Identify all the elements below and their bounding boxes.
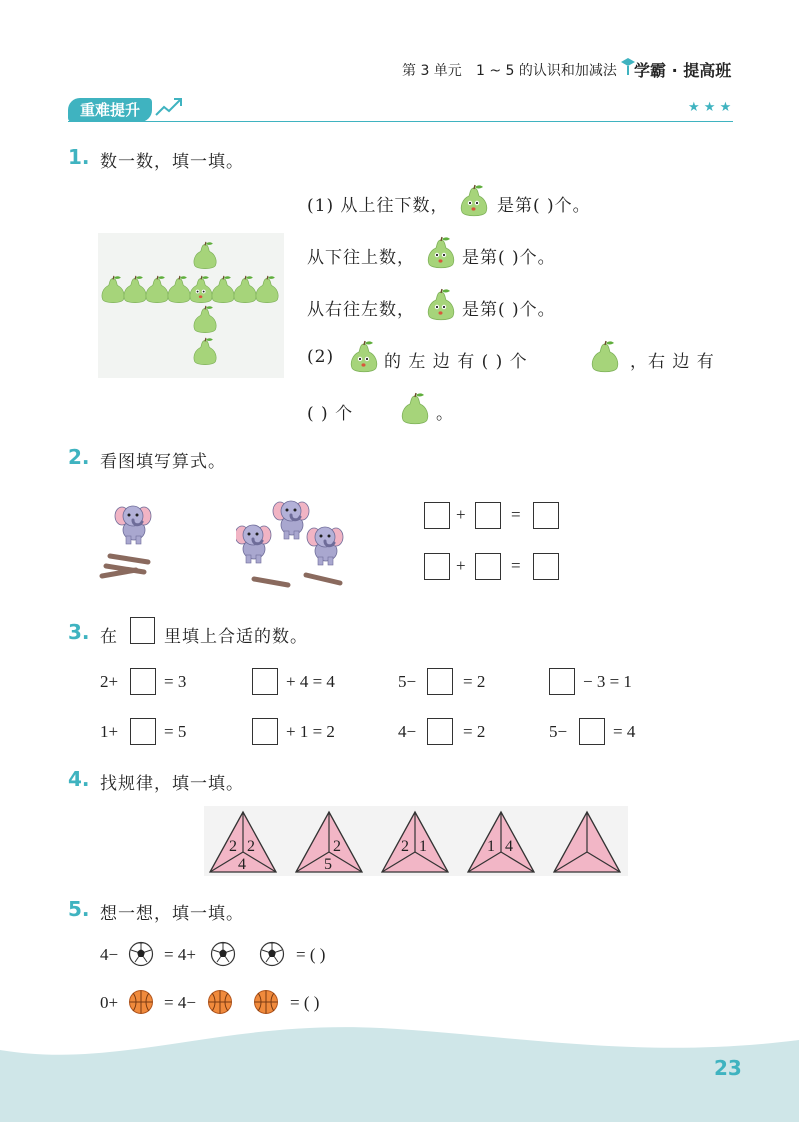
elephant-figure-left <box>96 500 156 588</box>
q3-r2c4-pre: 5− <box>549 722 568 741</box>
equation-blank[interactable] <box>424 502 450 529</box>
page-number: 23 <box>714 1056 742 1080</box>
footer-wave <box>0 1010 799 1122</box>
q3-r1c1-pre: 2+ <box>100 672 119 691</box>
pear-face-figure-item <box>190 276 212 303</box>
elephant-icon <box>115 506 151 544</box>
section-title: 重难提升 <box>79 101 140 119</box>
pear-figure-item <box>256 276 278 303</box>
q1-part1-text: (1) 从上往下数， <box>307 196 449 216</box>
section-rule <box>68 121 733 122</box>
header-topic: 1 ~ 5 的认识和加减法 <box>476 63 617 79</box>
section-title-badge <box>68 98 152 122</box>
q5-number: 5. <box>68 897 90 921</box>
pear-figure-item <box>194 306 216 333</box>
pear-figure-item <box>102 276 124 303</box>
triangle-left-number: 1 <box>487 838 495 855</box>
q2-prompt: 看图填写算式。 <box>100 452 226 472</box>
equals-sign: = <box>511 556 521 575</box>
q3-r2c4-post: = 4 <box>613 722 636 741</box>
difficulty-stars: ★ ★ ★ <box>688 100 732 115</box>
q5-line1-c: = ( ) <box>296 945 326 964</box>
answer-box[interactable] <box>549 668 575 695</box>
q1-part1b-text: 从下往上数， <box>307 248 415 268</box>
q1-part2-right: ，右 边 有 <box>630 352 715 372</box>
q1-part2-end: 。 <box>436 404 454 424</box>
soccer-ball-icon <box>128 941 154 967</box>
triangle-right-number: 4 <box>505 838 513 855</box>
q5-line2-b: = 4− <box>164 993 196 1012</box>
q3-r2c1-pre: 1+ <box>100 722 119 741</box>
elephant-icon <box>307 527 343 565</box>
elephant-icon <box>273 501 309 539</box>
pear-face-icon <box>426 236 456 270</box>
triangle-right-number: 2 <box>333 838 341 855</box>
number-triangle <box>554 812 620 872</box>
equation-blank[interactable] <box>533 553 559 580</box>
pear-figure-item <box>234 276 256 303</box>
q4-number: 4. <box>68 767 90 791</box>
q3-r2c3-post: = 2 <box>463 722 486 741</box>
q1-part2-answer: ( ) 个 <box>307 404 354 424</box>
number-triangle <box>468 812 534 872</box>
triangle-right-number: 2 <box>247 838 255 855</box>
answer-box[interactable] <box>579 718 605 745</box>
pear-figure-item <box>194 338 216 365</box>
q5-line1-b: = 4+ <box>164 945 196 964</box>
equals-sign: = <box>511 505 521 524</box>
q5-prompt: 想一想，填一填。 <box>100 904 244 924</box>
q3-prompt-a: 在 <box>100 627 118 647</box>
pear-figure-item <box>212 276 234 303</box>
q2-number: 2. <box>68 445 90 469</box>
blank-box-sample <box>130 617 155 644</box>
pear-cross-figure <box>98 233 284 378</box>
q5-line2-c: = ( ) <box>290 993 320 1012</box>
q1-prompt: 数一数，填一填。 <box>100 152 244 172</box>
equation-blank[interactable] <box>533 502 559 529</box>
q3-number: 3. <box>68 620 90 644</box>
q1-part2-left: 的 左 边 有 ( ) 个 <box>384 352 528 372</box>
answer-box[interactable] <box>130 718 156 745</box>
pear-icon <box>400 392 430 426</box>
answer-box[interactable] <box>427 718 453 745</box>
q1-part1-answer: 是第( )个。 <box>497 196 591 216</box>
pear-figure-item <box>168 276 190 303</box>
pear-figure-item <box>146 276 168 303</box>
elephant-icon <box>236 525 271 563</box>
soccer-ball-icon <box>259 941 285 967</box>
answer-box[interactable] <box>427 668 453 695</box>
trend-arrow-icon <box>154 96 184 118</box>
q1-part2-label: (2) <box>307 347 335 367</box>
pear-figure-item <box>124 276 146 303</box>
header-unit: 第 3 单元 <box>402 63 462 79</box>
pear-face-icon <box>459 184 489 218</box>
equation-blank[interactable] <box>475 502 501 529</box>
q1-part1c-answer: 是第( )个。 <box>462 300 556 320</box>
q1-part1b-answer: 是第( )个。 <box>462 248 556 268</box>
q5-line1-a: 4− <box>100 945 119 964</box>
pear-icon <box>590 340 620 374</box>
triangle-bottom-number: 4 <box>238 856 246 873</box>
q3-r2c2-post: + 1 = 2 <box>286 722 335 741</box>
q3-r2c3-pre: 4− <box>398 722 417 741</box>
q3-prompt-b: 里填上合适的数。 <box>164 627 308 647</box>
triangle-left-number: 2 <box>229 838 237 855</box>
q1-part1c-text: 从右往左数， <box>307 300 415 320</box>
q1-number: 1. <box>68 145 90 169</box>
pear-figure-item <box>194 242 216 269</box>
triangle-bottom-number: 5 <box>324 856 332 873</box>
triangle-pattern-panel <box>204 806 628 876</box>
q3-r1c1-post: = 3 <box>164 672 187 691</box>
answer-box[interactable] <box>252 668 278 695</box>
equation-blank[interactable] <box>424 553 450 580</box>
answer-box[interactable] <box>130 668 156 695</box>
plus-sign: + <box>456 556 466 575</box>
q4-prompt: 找规律，填一填。 <box>100 774 244 794</box>
q3-r1c2-post: + 4 = 4 <box>286 672 335 691</box>
pear-face-icon <box>349 340 379 374</box>
q3-r1c4-post: − 3 = 1 <box>583 672 632 691</box>
answer-box[interactable] <box>252 718 278 745</box>
equation-blank[interactable] <box>475 553 501 580</box>
pear-face-icon <box>426 288 456 322</box>
triangle-left-number: 2 <box>401 838 409 855</box>
soccer-ball-icon <box>210 941 236 967</box>
q5-line2-a: 0+ <box>100 993 119 1012</box>
triangle-right-number: 1 <box>419 838 427 855</box>
elephant-figure-right <box>236 497 352 591</box>
header-brand: 学霸 · 提高班 <box>634 61 732 80</box>
number-triangle <box>382 812 448 872</box>
plus-sign: + <box>456 505 466 524</box>
q3-r1c3-post: = 2 <box>463 672 486 691</box>
q3-r2c1-post: = 5 <box>164 722 187 741</box>
q3-r1c3-pre: 5− <box>398 672 417 691</box>
